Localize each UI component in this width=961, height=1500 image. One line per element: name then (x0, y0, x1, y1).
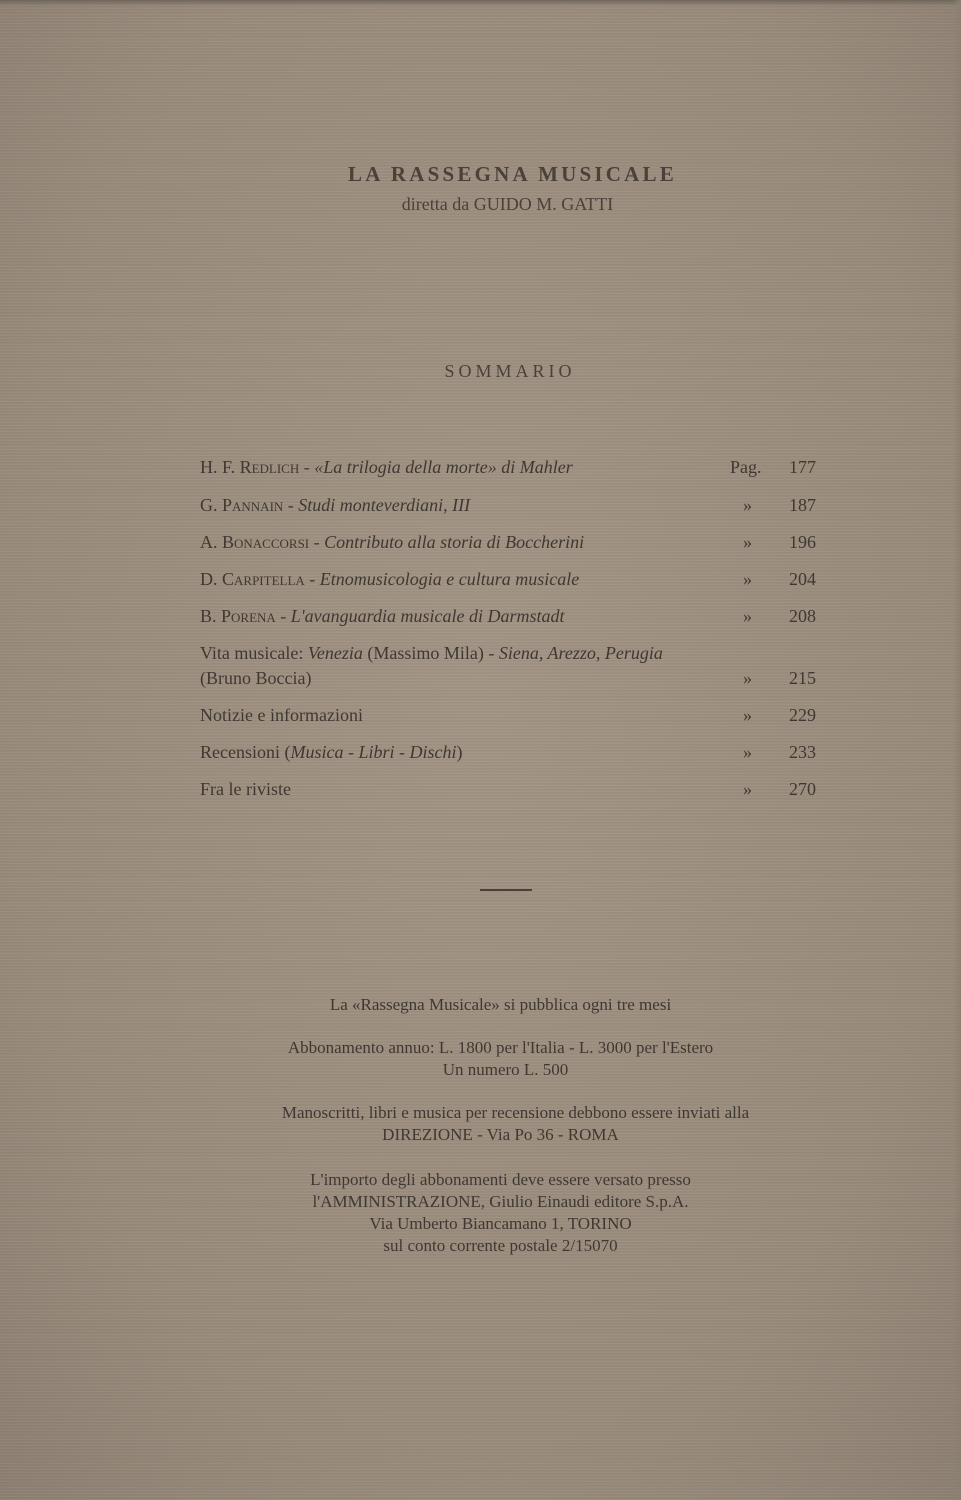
ditto-mark: » (743, 495, 752, 515)
info-direction-address: DIREZIONE - Via Po 36 - ROMA (382, 1125, 619, 1144)
director-line: diretta da GUIDO M. GATTI (401, 194, 614, 214)
vita-critic: (Massimo Mila) - (362, 643, 499, 663)
journal-title: LA RASSEGNA MUSICALE (348, 162, 677, 186)
toc-separator: - (283, 495, 299, 515)
toc-page-number: 196 (789, 532, 816, 552)
ditto-mark: » (743, 668, 752, 688)
toc-title: Contributo alla storia di Boccherini (324, 532, 585, 552)
toc-separator: - (304, 569, 320, 589)
toc-page-number: 177 (789, 457, 816, 477)
pag-label: Pag. (730, 457, 762, 477)
toc-author: A. Bonaccorsi (200, 532, 310, 552)
info-subscription: Abbonamento annuo: L. 1800 per l'Italia - L. 3000 per l'Estero (287, 1038, 714, 1057)
toc-page-number: 233 (789, 742, 816, 762)
toc-title: «La trilogia della morte» di Mahler (314, 457, 573, 477)
page-top-edge (0, 0, 961, 6)
toc-entry (200, 456, 820, 478)
info-manuscripts: Manoscritti, libri e musica per recensione debbono essere inviati alla (281, 1103, 750, 1122)
info-admin-address: Via Umberto Biancamano 1, TORINO (369, 1214, 632, 1233)
info-publication: La «Rassegna Musicale» si pubblica ogni tre mesi (329, 995, 672, 1014)
toc-entry-vita-line1 (200, 642, 820, 664)
info-single-issue: Un numero L. 500 (442, 1060, 569, 1079)
toc-title: Fra le riviste (200, 779, 291, 799)
ditto-mark: » (743, 532, 752, 552)
toc-page-number: 270 (789, 779, 816, 799)
vita-critic: (Bruno Boccia) (200, 668, 312, 688)
toc-entry (200, 531, 820, 553)
ditto-mark: » (743, 705, 752, 725)
vita-cities: Siena, Arezzo, Perugia (498, 643, 663, 663)
toc-page-number: 204 (789, 569, 816, 589)
ditto-mark: » (743, 606, 752, 626)
toc-author: D. Carpitella (200, 569, 305, 589)
ditto-mark: » (743, 779, 752, 799)
toc-page-number: 187 (789, 495, 816, 515)
vita-city: Venezia (307, 643, 363, 663)
ditto-mark: » (743, 742, 752, 762)
info-administration: l'AMMINISTRAZIONE, Giulio Einaudi editore S.p.A. (312, 1192, 689, 1211)
recensioni-suffix: ) (456, 742, 463, 762)
toc-author: G. Pannain (200, 495, 284, 515)
toc-separator: - (275, 606, 291, 626)
toc-page-number: 208 (789, 606, 816, 626)
toc-title: Etnomusicologia e cultura musicale (319, 569, 580, 589)
toc-entry (200, 605, 820, 627)
toc-separator: - (309, 532, 325, 552)
toc-title: Notizie e informazioni (200, 705, 363, 725)
toc-title: Studi monteverdiani, III (298, 495, 471, 515)
summary-heading: SOMMARIO (444, 361, 576, 381)
toc-author: B. Porena (200, 606, 276, 626)
toc-title: L'avanguardia musicale di Darmstadt (290, 606, 565, 626)
ditto-mark: » (743, 569, 752, 589)
page-right-edge (953, 0, 961, 1500)
toc-entry (200, 741, 820, 763)
toc-entry (200, 704, 820, 726)
toc-entry (200, 568, 820, 590)
vita-prefix: Vita musicale: (200, 643, 308, 663)
info-postal-account: sul conto corrente postale 2/15070 (383, 1236, 618, 1255)
toc-entry (200, 778, 820, 800)
section-divider (480, 889, 532, 891)
recensioni-prefix: Recensioni ( (200, 742, 291, 762)
toc-entry-vita-line2 (200, 667, 820, 689)
info-payment: L'importo degli abbonamenti deve essere versato presso (310, 1170, 691, 1189)
toc-separator: - (299, 457, 315, 477)
toc-entry (200, 494, 820, 516)
recensioni-items: Musica - Libri - Dischi (290, 742, 457, 762)
toc-page-number: 215 (789, 668, 816, 688)
toc-page-number: 229 (789, 705, 816, 725)
toc-author: H. F. Redlich (200, 457, 300, 477)
